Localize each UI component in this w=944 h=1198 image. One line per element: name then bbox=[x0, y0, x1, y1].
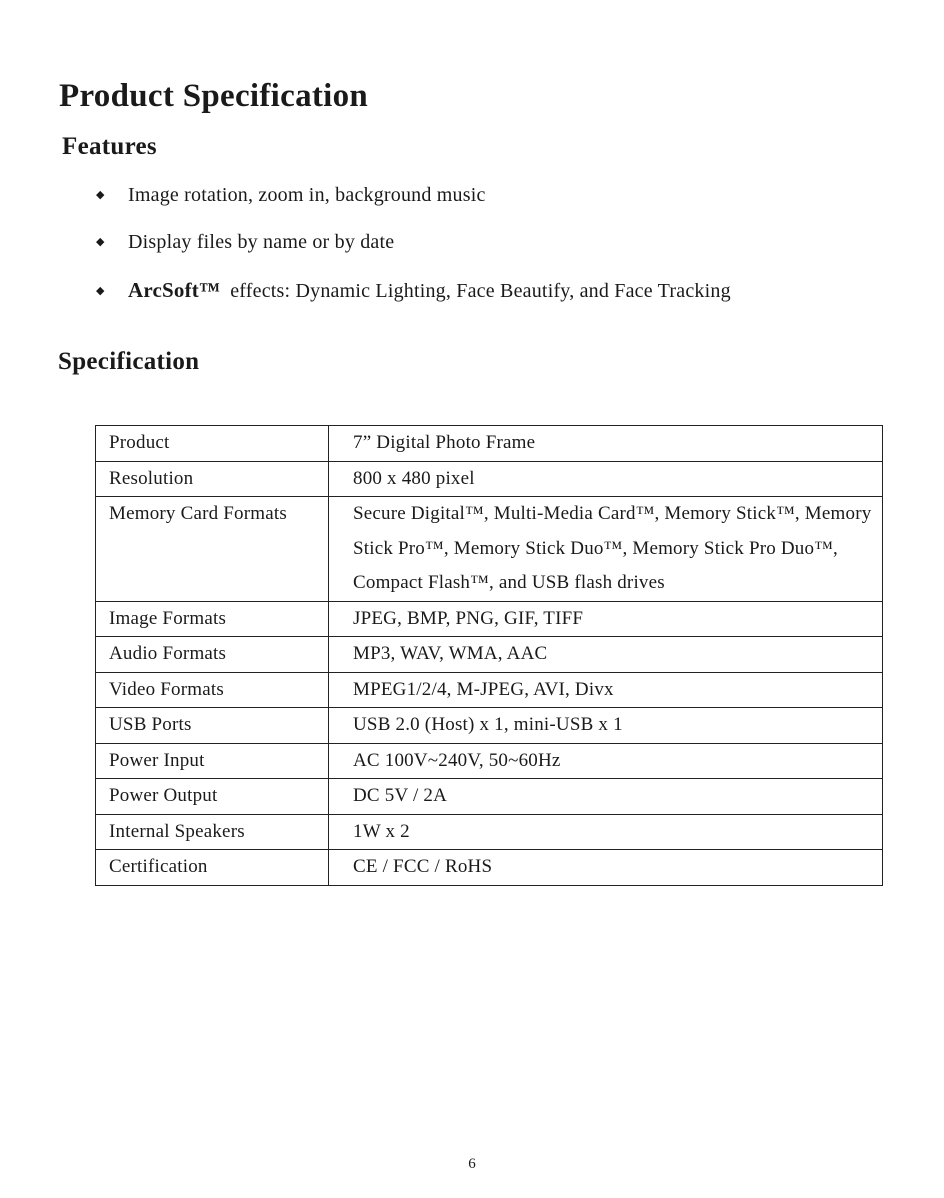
spec-label: Power Output bbox=[96, 779, 329, 815]
table-row bbox=[96, 497, 883, 602]
spec-value: USB 2.0 (Host) x 1, mini-USB x 1 bbox=[329, 708, 883, 744]
spec-value: MPEG1/2/4, M-JPEG, AVI, Divx bbox=[329, 672, 883, 708]
table-row bbox=[96, 814, 883, 850]
spec-label: Product bbox=[96, 426, 329, 462]
diamond-bullet-icon: ◆ bbox=[96, 236, 105, 248]
table-row bbox=[96, 708, 883, 744]
spec-value: 7” Digital Photo Frame bbox=[329, 426, 883, 462]
spec-value: Secure Digital™, Multi-Media Card™, Memory Stick™, Memory Stick Pro™, Memory Stick Duo™, Memory Stick Pro Duo™, Compact Flash™, and USB flash drives bbox=[329, 497, 883, 602]
spec-label: Internal Speakers bbox=[96, 814, 329, 850]
table-row bbox=[96, 637, 883, 673]
feature-item bbox=[96, 276, 731, 305]
spec-value: DC 5V / 2A bbox=[329, 779, 883, 815]
spec-label: Memory Card Formats bbox=[96, 497, 329, 602]
table-row bbox=[96, 850, 883, 886]
spec-value: 1W x 2 bbox=[329, 814, 883, 850]
feature-text: effects: Dynamic Lighting, Face Beautify, and Face Tracking bbox=[230, 280, 731, 302]
feature-brand: ArcSoft™ bbox=[128, 278, 221, 302]
spec-label: Image Formats bbox=[96, 601, 329, 637]
spec-value: 800 x 480 pixel bbox=[329, 461, 883, 497]
table-row bbox=[96, 601, 883, 637]
feature-item bbox=[96, 181, 486, 209]
feature-text: Image rotation, zoom in, background music bbox=[128, 184, 486, 206]
spec-value: AC 100V~240V, 50~60Hz bbox=[329, 743, 883, 779]
spec-label: USB Ports bbox=[96, 708, 329, 744]
feature-item bbox=[96, 228, 394, 256]
spec-value: MP3, WAV, WMA, AAC bbox=[329, 637, 883, 673]
feature-text: Display files by name or by date bbox=[128, 231, 395, 253]
spec-label: Audio Formats bbox=[96, 637, 329, 673]
diamond-bullet-icon: ◆ bbox=[96, 285, 105, 297]
table-row bbox=[96, 672, 883, 708]
spec-value: JPEG, BMP, PNG, GIF, TIFF bbox=[329, 601, 883, 637]
diamond-bullet-icon: ◆ bbox=[96, 189, 105, 201]
page-number: 6 bbox=[468, 1156, 476, 1172]
page-title: Product Specification bbox=[59, 78, 369, 114]
table-row bbox=[96, 426, 883, 462]
table-row bbox=[96, 779, 883, 815]
spec-label: Resolution bbox=[96, 461, 329, 497]
table-row bbox=[96, 461, 883, 497]
spec-label: Certification bbox=[96, 850, 329, 886]
table-row bbox=[96, 743, 883, 779]
spec-value: CE / FCC / RoHS bbox=[329, 850, 883, 886]
specification-table bbox=[95, 425, 883, 886]
spec-label: Video Formats bbox=[96, 672, 329, 708]
spec-label: Power Input bbox=[96, 743, 329, 779]
specification-heading: Specification bbox=[58, 348, 200, 375]
features-heading: Features bbox=[62, 133, 157, 160]
